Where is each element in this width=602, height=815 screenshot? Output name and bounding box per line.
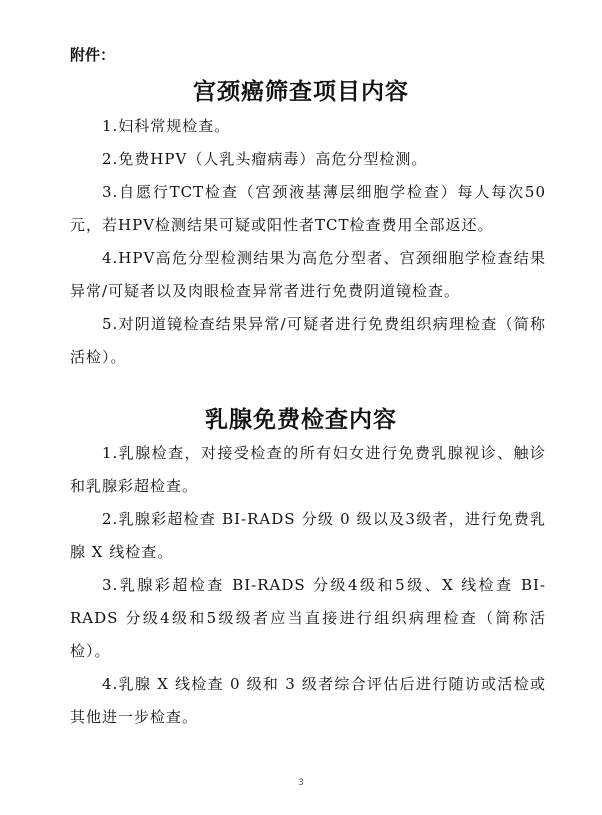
cervical-item-1: 1.妇科常规检查。 <box>102 117 231 135</box>
page-number: 3 <box>298 778 304 788</box>
cervical-item-3: 3.自愿行TCT检查（宫颈液基薄层细胞学检查）每人每次50元，若HPV检测结果可疑或阳性者TCT检查费用全部返还。 <box>70 183 546 234</box>
cervical-item-4: 4.HPV高危分型检测结果为高危分型者、宫颈细胞学检查结果异常/可疑者以及肉眼检查异常者进行免费阴道镜检查。 <box>70 249 546 300</box>
cervical-item-5: 5.对阴道镜检查结果异常/可疑者进行免费组织病理检查（简称活检）。 <box>70 315 546 366</box>
breast-item-2: 2.乳腺彩超检查 BI-RADS 分级 0 级以及3级者，进行免费乳腺 X 线检查。 <box>70 510 546 561</box>
breast-item-3: 3.乳腺彩超检查 BI-RADS 分级4级和5级、X 线检查 BI-RADS 分级4级和5级级者应当直接进行组织病理检查（简称活检）。 <box>70 576 546 660</box>
cervical-item-2: 2.免费HPV（人乳头瘤病毒）高危分型检测。 <box>102 150 428 168</box>
breast-screening-title: 乳腺免费检查内容 <box>205 406 397 433</box>
cervical-screening-title: 宫颈癌筛查项目内容 <box>193 78 409 105</box>
breast-item-4: 4.乳腺 X 线检查 0 级和 3 级者综合评估后进行随访或活检或其他进一步检查。 <box>70 675 546 726</box>
breast-item-1: 1.乳腺检查，对接受检查的所有妇女进行免费乳腺视诊、触诊和乳腺彩超检查。 <box>70 444 546 495</box>
attachment-label: 附件： <box>70 46 116 64</box>
